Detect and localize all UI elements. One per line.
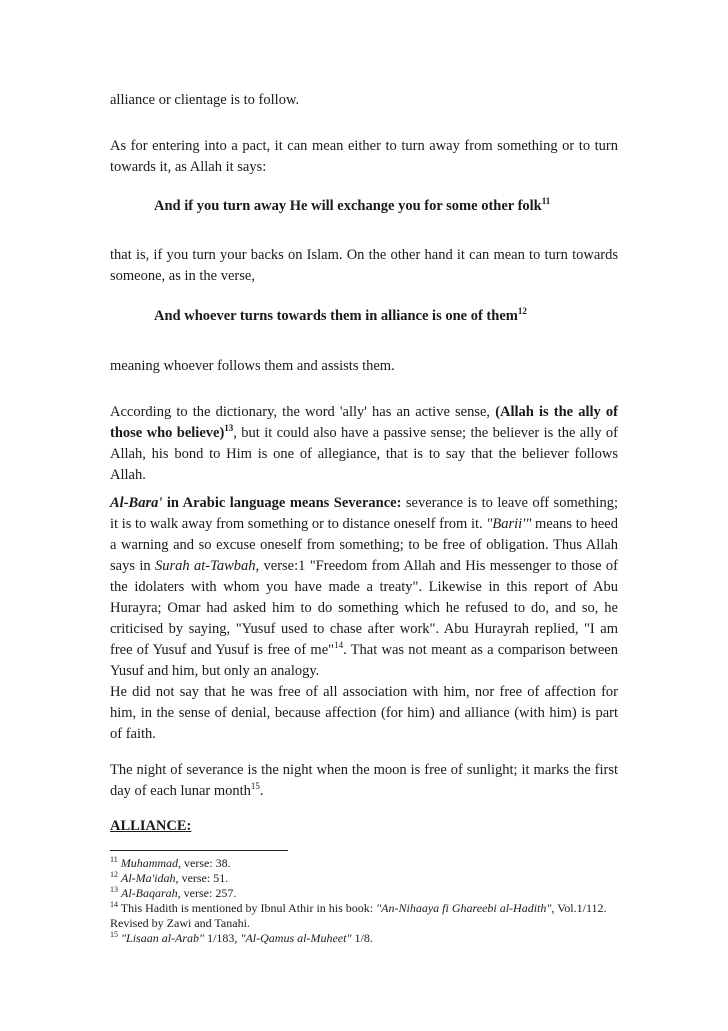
footnote-14-line-2: Revised by Zawi and Tanahi. [110,916,250,930]
paragraph-3: that is, if you turn your backs on Islam. On the other hand it can mean to turn towards someone, as in the verse, [110,247,618,284]
footnote-15-title-1: "Lisaan al-Arab" [121,931,205,945]
footnote-15-number: 15 [110,930,118,939]
severance-lead: in Arabic language means Severance: [162,495,402,511]
term-barii: "Barii'" [486,516,532,532]
footnote-15 [110,931,630,946]
footnote-14-volume: Vol.1/112. [554,901,607,915]
paragraph-6-text-c: verse:1 "Freedom from Allah and His messenger to those of the idolaters with whom you have made a treaty". Likewise in this report of Abu Hurayra; Omar had asked him to do something which he refused to do, and so, he criticised by saying, "Yusuf used to chase after work". Abu Hurayrah replied, "I am free of Yusuf and Yusuf is free of me" [110,558,619,658]
paragraph-2: As for entering into a pact, it can mean either to turn away from something or to turn towards it, as Allah it says: [110,138,618,175]
verse-quote-2 [154,308,527,325]
footnote-14-number: 14 [110,900,118,909]
verse-2-text: And whoever turns towards them in alliance is one of them [154,308,518,324]
paragraph-5 [110,402,618,486]
footnote-15-title-2: "Al-Qamus al-Muheet" [240,931,352,945]
footnote-14-text: This Hadith is mentioned by Ibnul Athir in his book: [120,901,377,915]
footnote-ref-11[interactable]: 11 [541,196,551,207]
footnote-12-number: 12 [110,870,118,879]
paragraph-1: alliance or clientage is to follow. [110,92,300,108]
footnote-15-end: 1/8. [351,931,373,945]
paragraph-8-text-b: . [259,783,264,799]
verse-quote-1 [154,198,550,215]
footnote-ref-13[interactable]: 13 [224,423,234,434]
footnote-13-source: Al-Baqarah, [121,886,181,900]
paragraph-6-text-d: . That was not meant as a comparison between Yusuf and him, but only an analogy. [110,642,618,679]
section-heading-alliance: ALLIANCE: [110,818,192,834]
footnote-separator [110,850,288,851]
term-al-bara: Al-Bara' [110,495,163,511]
footnote-12-rest: verse: 51. [178,871,229,885]
footnote-15-middle: 1/183, [204,931,241,945]
surah-name: Surah at-Tawbah, [155,558,260,574]
paragraph-5-text-b: , but it could also have a passive sense; the believer is the ally of Allah, his bond to Him is one of allegiance, that is to say that the believer follows Allah. [110,425,619,483]
footnote-ref-12[interactable]: 12 [517,306,527,317]
paragraph-4: meaning whoever follows them and assists them. [110,358,395,374]
footnote-12 [110,871,630,886]
paragraph-6-text-a: severance is to leave off something; it is to walk away from something or to distance oneself from it. [110,495,618,532]
footnote-11-source: Muhammad, [120,856,182,870]
footnote-ref-14[interactable]: 14 [334,640,344,651]
footnote-13-rest: verse: 257. [180,886,237,900]
footnote-11-rest: verse: 38. [181,856,231,870]
paragraph-7: He did not say that he was free of all association with him, nor free of affection for him, in the sense of denial, because affection (for him) and alliance (with him) is part of faith. [110,684,618,742]
paragraph-8-text-a: The night of severance is the night when the moon is free of sunlight; it marks the first day of each lunar month [110,762,618,799]
paragraph-5-bold: (Allah is the ally of those who believe) [110,404,618,441]
footnote-14 [110,901,630,916]
footnote-11 [110,856,630,871]
paragraph-5-text-a: According to the dictionary, the word 'ally' has an active sense, [110,404,496,420]
footnote-14-title: "An-Nihaaya fi Ghareebi al-Hadith", [376,901,555,915]
paragraph-6 [110,493,618,682]
paragraph-8 [110,760,618,802]
verse-1-text: And if you turn away He will exchange you for some other folk [154,198,542,214]
footnote-13 [110,886,630,901]
paragraph-6-text-b: means to heed a warning and so excuse oneself from something; to be free of obligation. Thus Allah says in [110,516,618,574]
footnote-11-number: 11 [110,855,118,864]
footnote-12-source: Al-Ma'idah, [121,871,179,885]
footnote-ref-15[interactable]: 15 [250,781,260,792]
footnote-13-number: 13 [110,885,118,894]
